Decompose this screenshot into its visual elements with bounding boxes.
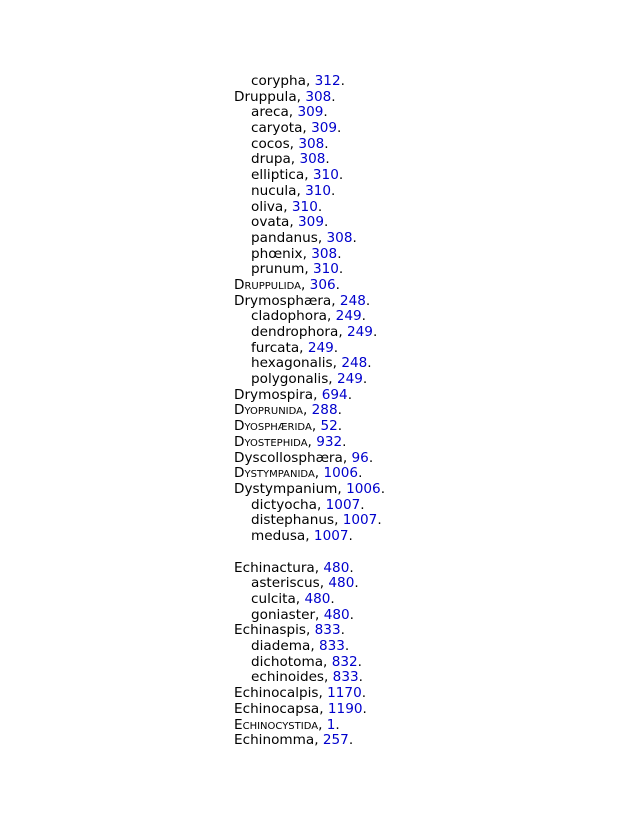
page-link[interactable]: 288: [311, 402, 338, 419]
entry-term: cladophora: [251, 308, 328, 325]
page-link[interactable]: 312: [314, 73, 341, 89]
index-entry: Echinocalpis, 1170.: [234, 685, 367, 702]
page-link[interactable]: 1006: [346, 480, 381, 497]
index-entry: ovata, 309.: [251, 214, 329, 231]
index-entry: corypha, 312.: [251, 73, 345, 89]
index-entry: prunum, 310.: [251, 261, 344, 278]
page-link[interactable]: 309: [311, 120, 338, 137]
page-link[interactable]: 306: [309, 276, 336, 293]
page-link[interactable]: 310: [312, 261, 339, 278]
index-entry: dendrophora, 249.: [251, 324, 378, 340]
page-link[interactable]: 833: [332, 669, 359, 686]
page-link[interactable]: 308: [326, 229, 353, 246]
entry-term: Drymospira: [234, 386, 314, 403]
index-entry: phœnix, 308.: [251, 245, 342, 262]
page-link[interactable]: 480: [304, 591, 331, 607]
page-link[interactable]: 932: [316, 433, 343, 450]
index-entry: cocos, 308.: [251, 135, 329, 152]
entry-term: Echinocalpis: [234, 685, 319, 702]
page-link[interactable]: 1007: [325, 496, 361, 513]
index-entry: Dystympanida, 1006.: [234, 465, 363, 482]
page-link[interactable]: 308: [299, 151, 326, 168]
index-entry: Echinactura, 480.: [234, 559, 354, 576]
entry-term: Dyscollosphæra: [234, 449, 343, 466]
index-entry: asteriscus, 480.: [251, 575, 359, 592]
index-entry: nucula, 310.: [251, 182, 336, 199]
page-link[interactable]: 310: [305, 182, 332, 199]
page-link[interactable]: 249: [307, 339, 334, 356]
entry-term: dendrophora: [251, 324, 339, 340]
entry-term: distephanus: [251, 512, 335, 529]
page-link[interactable]: 1007: [342, 512, 378, 529]
index-entry: furcata, 249.: [251, 339, 339, 356]
page-link[interactable]: 249: [346, 324, 373, 340]
index-entry: goniaster, 480.: [251, 606, 354, 623]
entry-term: medusa: [251, 527, 306, 544]
index-entry: cladophora, 249.: [251, 308, 366, 325]
index-entry: Drymosphæra, 248.: [234, 292, 371, 309]
index-entry: oliva, 310.: [251, 198, 323, 215]
page-link[interactable]: 257: [322, 732, 349, 749]
page-link[interactable]: 480: [328, 575, 355, 592]
page-link[interactable]: 249: [336, 371, 363, 388]
entry-term: Dyosphærida: [234, 418, 312, 435]
entry-term: Echinactura: [234, 559, 315, 576]
page-link[interactable]: 52: [320, 418, 338, 435]
page-link[interactable]: 1190: [327, 700, 363, 717]
page-link[interactable]: 833: [318, 638, 345, 655]
entry-term: caryota: [251, 120, 303, 137]
page-link[interactable]: 249: [335, 308, 362, 325]
index-entry: Dyoprunida, 288.: [234, 402, 342, 419]
page-link[interactable]: 832: [331, 653, 358, 670]
index-entry: Echinocystida, 1.: [234, 716, 340, 733]
page-link[interactable]: 310: [291, 198, 318, 215]
entry-term: hexagonalis: [251, 355, 333, 372]
index-entry: distephanus, 1007.: [251, 512, 382, 529]
page-link[interactable]: 1170: [327, 685, 362, 702]
entry-term: drupa: [251, 151, 291, 168]
page-link[interactable]: 248: [341, 355, 368, 372]
index-entry: Echinaspis, 833.: [234, 622, 345, 639]
entry-term: asteriscus: [251, 575, 320, 592]
index-entry: culcita, 480.: [251, 591, 335, 607]
index-entry: Drymospira, 694.: [234, 386, 353, 403]
entry-term: Dystympanida: [234, 465, 315, 482]
entry-term: pandanus: [251, 229, 318, 246]
index-entry: dictyocha, 1007.: [251, 496, 365, 513]
entry-term: prunum: [251, 261, 305, 278]
entry-term: Echinaspis: [234, 622, 306, 639]
entry-term: Echinocapsa: [234, 700, 320, 717]
index-entry: drupa, 308.: [251, 151, 330, 168]
index-entry: diadema, 833.: [251, 638, 350, 655]
index-entry: echinoides, 833.: [251, 669, 363, 686]
entry-term: Druppulida: [234, 276, 302, 293]
index-entry: Echinocapsa, 1190.: [234, 700, 367, 717]
index-entry: pandanus, 308.: [251, 229, 357, 246]
index-entry: Druppulida, 306.: [234, 276, 340, 293]
index-entry: dichotoma, 832.: [251, 653, 362, 670]
page-link[interactable]: 96: [351, 449, 369, 466]
index-entry: areca, 309.: [251, 104, 328, 121]
entry-term: furcata: [251, 339, 300, 356]
page-link[interactable]: 308: [298, 135, 325, 152]
entry-term: Echinocystida: [234, 716, 319, 733]
page-link[interactable]: 694: [321, 386, 348, 403]
entry-term: Dystympanium: [234, 480, 338, 497]
page-link[interactable]: 309: [298, 214, 324, 231]
page-link[interactable]: 833: [314, 622, 341, 639]
entry-term: oliva: [251, 198, 284, 215]
page-link[interactable]: 308: [311, 245, 338, 262]
entry-term: nucula: [251, 182, 297, 199]
page-link[interactable]: 1006: [323, 465, 359, 482]
entry-term: diadema: [251, 638, 311, 655]
index-entry: Druppula, 308.: [234, 88, 336, 105]
page-link[interactable]: 1007: [313, 527, 349, 544]
index-entry: caryota, 309.: [251, 120, 342, 137]
entry-term: Echinomma: [234, 732, 315, 749]
index-entry: Dystympanium, 1006.: [234, 480, 386, 497]
page-link[interactable]: 309: [297, 104, 324, 121]
index-entries: [234, 74, 614, 749]
index-entry: hexagonalis, 248.: [251, 355, 372, 372]
entry-term: Dyostephida: [234, 433, 308, 450]
entry-term: cocos: [251, 135, 290, 152]
page-link[interactable]: 310: [312, 167, 339, 184]
entry-term: phœnix: [251, 245, 303, 262]
index-entry: Dyscollosphæra, 96.: [234, 449, 374, 466]
entry-term: Druppula: [234, 88, 297, 105]
entry-term: corypha: [251, 73, 306, 89]
entry-term: culcita: [251, 591, 296, 607]
entry-term: elliptica: [251, 167, 305, 184]
page-link[interactable]: 308: [305, 88, 332, 105]
page-link[interactable]: 480: [323, 606, 350, 623]
index-entry: Dyostephida, 932.: [234, 433, 347, 450]
page-link[interactable]: 248: [339, 292, 366, 309]
page-link[interactable]: 1: [326, 716, 336, 733]
index-entry: medusa, 1007.: [251, 527, 353, 544]
entry-term: ovata: [251, 214, 290, 231]
entry-term: dictyocha: [251, 496, 317, 513]
entry-term: Dyoprunida: [234, 402, 303, 419]
page-link[interactable]: 480: [323, 559, 350, 576]
index-entry: Dyosphærida, 52.: [234, 418, 343, 435]
index-entry: elliptica, 310.: [251, 167, 344, 184]
entry-term: dichotoma: [251, 653, 324, 670]
entry-term: goniaster: [251, 606, 316, 623]
entry-term: echinoides: [251, 669, 325, 686]
index-entry: Echinomma, 257.: [234, 732, 354, 749]
index-entry: polygonalis, 249.: [251, 371, 368, 388]
entry-term: areca: [251, 104, 289, 121]
entry-term: Drymosphæra: [234, 292, 332, 309]
entry-term: polygonalis: [251, 371, 329, 388]
